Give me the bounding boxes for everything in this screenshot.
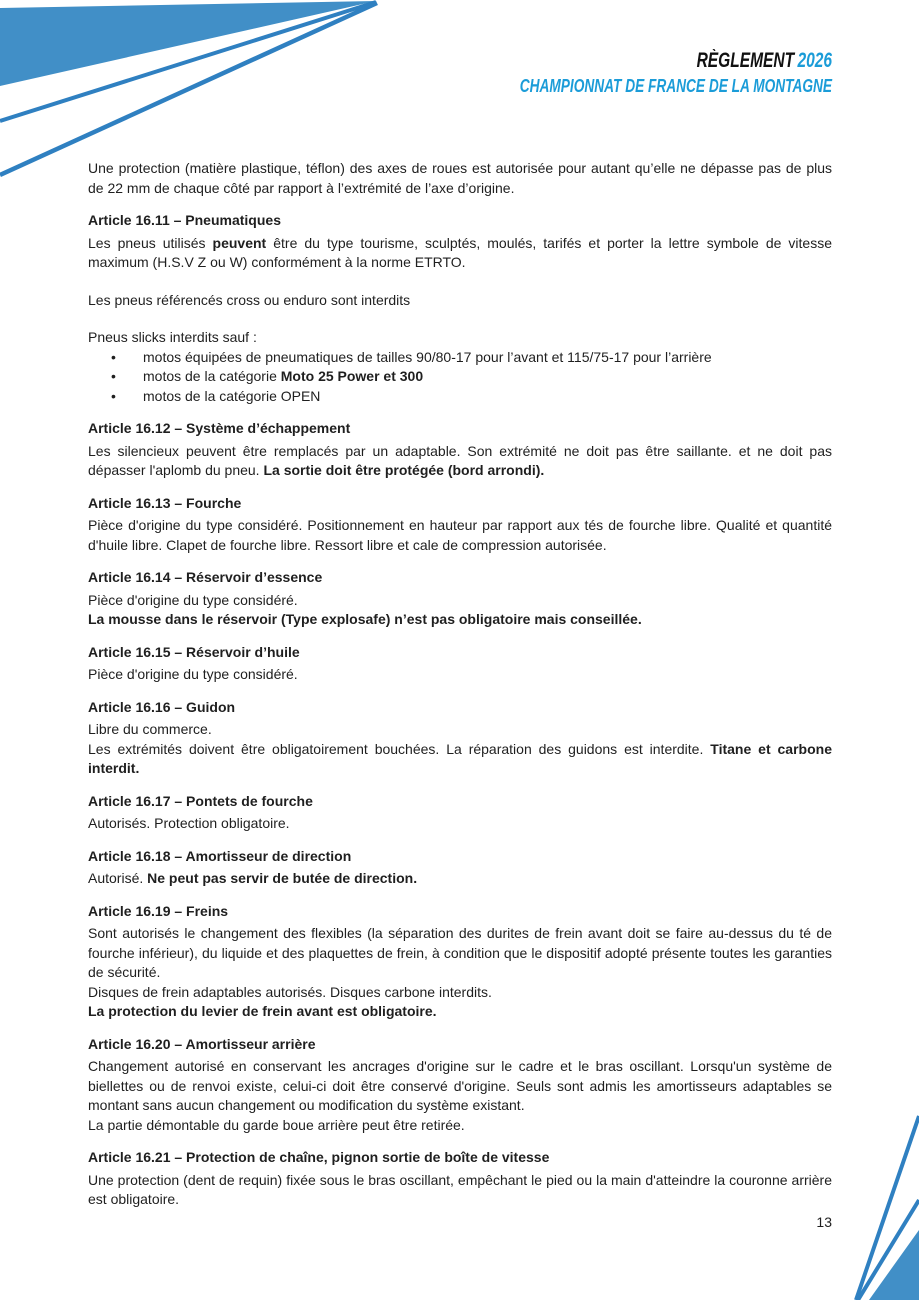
paragraph [88,442,832,481]
blue-wedge-shape [0,1,376,86]
top-left-corner-decoration [0,0,380,180]
text-run: Une protection (dent de requin) fixée sous le bras oscillant, empêchant le pied ou la main d'atteindre la couronne arrière est obligatoire. [88,1171,832,1207]
paragraph-gap [88,310,832,328]
page-header [410,50,832,97]
article-heading [88,698,832,718]
article-heading [88,847,832,867]
header-subtitle: CHAMPIONNAT DE FRANCE DE LA MONTAGNE [519,75,832,97]
list-item [88,387,832,407]
paragraph [88,234,832,273]
text-run: motos équipées de pneumatiques de tailles 90/80-17 pour l’avant et 115/75-17 pour l’arrière [143,348,712,365]
text-run: Les pneus utilisés [88,234,213,251]
list-item-text [143,368,423,384]
text-run: Article 16.11 – Pneumatiques [88,212,281,228]
text-run: Libre du commerce. [88,721,212,737]
text-run: Les extrémités doivent être obligatoirement bouchées. La réparation des guidons est interdite. [88,740,711,757]
article-heading [88,902,832,922]
header-title-reglement: RÈGLEMENT [696,49,795,72]
bullet-list [88,348,832,407]
list-item [88,367,832,387]
list-item [88,348,832,368]
paragraph [88,291,832,311]
list-item-text [143,349,712,365]
list-item-text [143,388,320,404]
text-run: Les silencieux peuvent être remplacés par un adaptable. Son extrémité ne doit pas être saillante. et ne doit pas dépasser l'aplomb du pneu. [88,442,832,478]
paragraph [88,924,832,1022]
text-run: Changement autorisé en conservant les ancrages d'origine sur le cadre et le bras oscillant. Lorsqu'un système de biellettes ou de renvoi existe, celui-ci doit être conservé d'origine. Seuls sont admis les amortisseurs adaptables se montant sans aucun changement ou modification du système existant. [88,1058,832,1113]
bold-text-run: Moto 25 Power et 300 [280,368,424,384]
text-run: Article 16.12 – Système d’échappement [88,420,351,436]
article-heading [88,643,832,663]
text-run: Autorisé. [88,870,148,886]
header-subtitle-line [410,72,832,97]
header-title-line [410,50,832,72]
text-run: Les pneus référencés cross ou enduro sont interdits [88,291,411,308]
paragraph [88,1057,832,1135]
text-run: motos de la catégorie [143,368,281,384]
bold-text-run: peuvent [212,234,267,251]
text-run: Article 16.15 – Réservoir d’huile [88,643,300,660]
bold-text-run: Titane et carbone interdit. [88,740,832,776]
text-run: Une protection (matière plastique, téflon) des axes de roues est autorisée pour autant qu’elle ne dépasse pas de plus de 22 mm de chaque côté par rapport à l’extrémité de l’axe d’origine. [88,160,832,196]
text-run: Article 16.21 – Protection de chaîne, pignon sortie de boîte de vitesse [88,1149,550,1165]
bold-text-run: La mousse dans le réservoir (Type explosafe) n’est pas obligatoire mais conseillée. [88,611,642,627]
paragraph [88,159,832,198]
text-run: Pièce d'origine du type considéré. [88,591,298,608]
article-heading [88,1148,832,1168]
text-run: La partie démontable du garde boue arrière peut être retirée. [88,1116,465,1133]
text-run: Article 16.20 – Amortisseur arrière [88,1035,316,1052]
article-heading [88,419,832,439]
text-run: Autorisés. Protection obligatoire. [88,815,290,831]
text-run: Article 16.19 – Freins [88,902,229,919]
text-run: motos de la catégorie OPEN [143,387,321,404]
text-run: Pièce d'origine du type considéré. [88,666,298,682]
paragraph [88,328,832,348]
paragraph [88,869,832,889]
text-run: Article 16.14 – Réservoir d’essence [88,569,323,585]
text-run: Article 16.16 – Guidon [88,698,236,715]
paragraph [88,720,832,779]
page-number: 13 [816,1213,832,1230]
bullet-icon: • [111,387,116,404]
text-run: Pneus slicks interdits sauf : [88,329,257,345]
text-run: Article 16.13 – Fourche [88,494,242,511]
text-run: Article 16.17 – Pontets de fourche [88,792,313,809]
text-run: Article 16.18 – Amortisseur de direction [88,847,352,864]
text-run: être du type tourisme, sculptés, moulés, tarifés et porter la lettre symbole de vitesse maximum (H.S.V Z ou W) conformément à la norme ETRTO. [88,234,833,270]
text-run: Disques de frein adaptables autorisés. Disques carbone interdits. [88,983,492,1000]
paragraph [88,591,832,630]
article-heading [88,211,832,231]
article-heading [88,1035,832,1055]
bold-text-run: La sortie doit être protégée (bord arrondi). [263,462,545,478]
bullet-icon: • [111,368,116,384]
article-heading [88,494,832,514]
document-body [88,159,832,1232]
text-run: Sont autorisés le changement des flexibles (la séparation des durites de frein avant doit se faire au-dessus du té de fourche inférieur), du liquide et des plaquettes de frein, à condition que le dispositif adopté présente toutes les garanties de sécurité. [88,925,832,980]
paragraph [88,1171,832,1210]
text-run: Pièce d'origine du type considéré. Positionnement en hauteur par rapport aux tés de fourche libre. Qualité et quantité d'huile libre. Clapet de fourche libre. Ressort libre et cale de compression autorisée. [88,517,832,553]
paragraph [88,814,832,834]
article-heading [88,792,832,812]
article-heading [88,568,832,588]
paragraph [88,516,832,555]
header-title-year: 2026 [797,49,832,72]
bullet-icon: • [111,348,116,365]
paragraph-gap [88,273,832,291]
bold-text-run: Ne peut pas servir de butée de direction. [147,870,418,886]
bold-text-run: La protection du levier de frein avant est obligatoire. [88,1003,437,1019]
paragraph [88,665,832,685]
